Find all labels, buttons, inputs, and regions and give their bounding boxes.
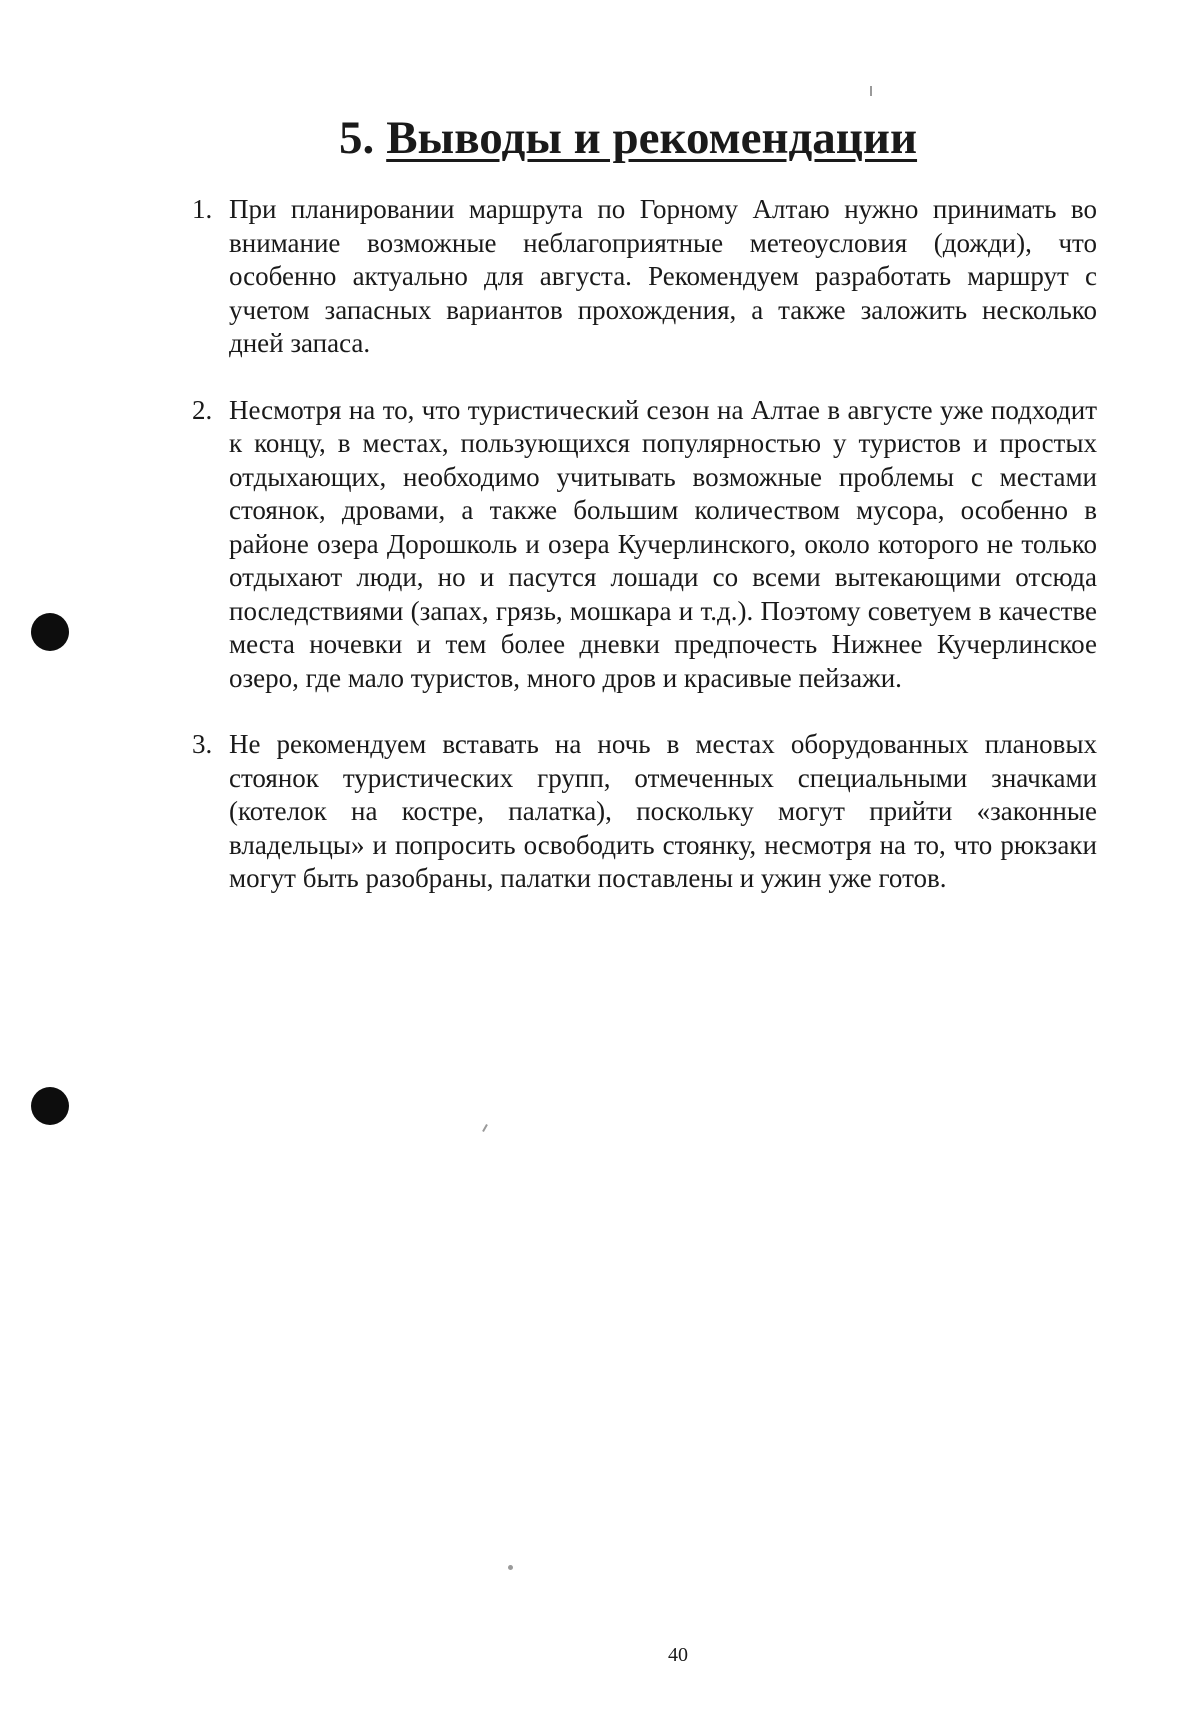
section-heading: [0, 108, 1196, 168]
punch-hole-mark: [31, 613, 69, 651]
scan-speck: [870, 86, 872, 96]
list-item-number: 1.: [192, 194, 213, 224]
list-item-text: Не рекомендуем вставать на ночь в местах оборудованных плановых стоянок туристических групп, отмеченных специальными значками (котелок на костре, палатка), поскольку могут прийти «законные владельцы» и попросить освободить стоянку, несмотря на то, что рюкзаки могут быть разобраны, палатки поставлены и ужин уже готов.: [229, 729, 1097, 893]
list-item-text: При планировании маршрута по Горному Алтаю нужно принимать во внимание возможные неблагоприятные метеоусловия (дожди), что особенно актуально для августа. Рекомендуем разработать маршрут с учетом запасных вариантов прохождения, а также заложить несколько дней запаса.: [229, 194, 1097, 358]
scan-speck: [508, 1565, 513, 1570]
list-item: [0, 193, 1196, 361]
list-item: [0, 394, 1196, 696]
recommendations-list: [0, 193, 1196, 929]
section-heading-text: Выводы и рекомендации: [386, 112, 918, 164]
list-item-text: Несмотря на то, что туристический сезон на Алтае в августе уже подходит к концу, в местах, пользующихся популярностью у туристов и простых отдыхающих, необходимо учитывать возможные проблемы с местами стоянок, дровами, а также большим количеством мусора, особенно в районе озера Дорошколь и озера Кучерлинского, около которого не только отдыхают люди, но и пасутся лошади со всеми вытекающими отсюда последствиями (запах, грязь, мошкара и т.д.). Поэтому советуем в качестве места ночевки и тем более дневки предпочесть Нижнее Кучерлинское озеро, где мало туристов, много дров и красивые пейзажи.: [229, 394, 1097, 693]
page-number: 40: [668, 1644, 688, 1666]
list-item-number: 3.: [192, 729, 213, 759]
list-item-number: 2.: [192, 394, 213, 425]
section-heading-number: 5.: [338, 112, 375, 164]
punch-hole-mark: [31, 1087, 69, 1125]
list-item: [0, 728, 1196, 896]
scan-speck: [482, 1124, 488, 1132]
